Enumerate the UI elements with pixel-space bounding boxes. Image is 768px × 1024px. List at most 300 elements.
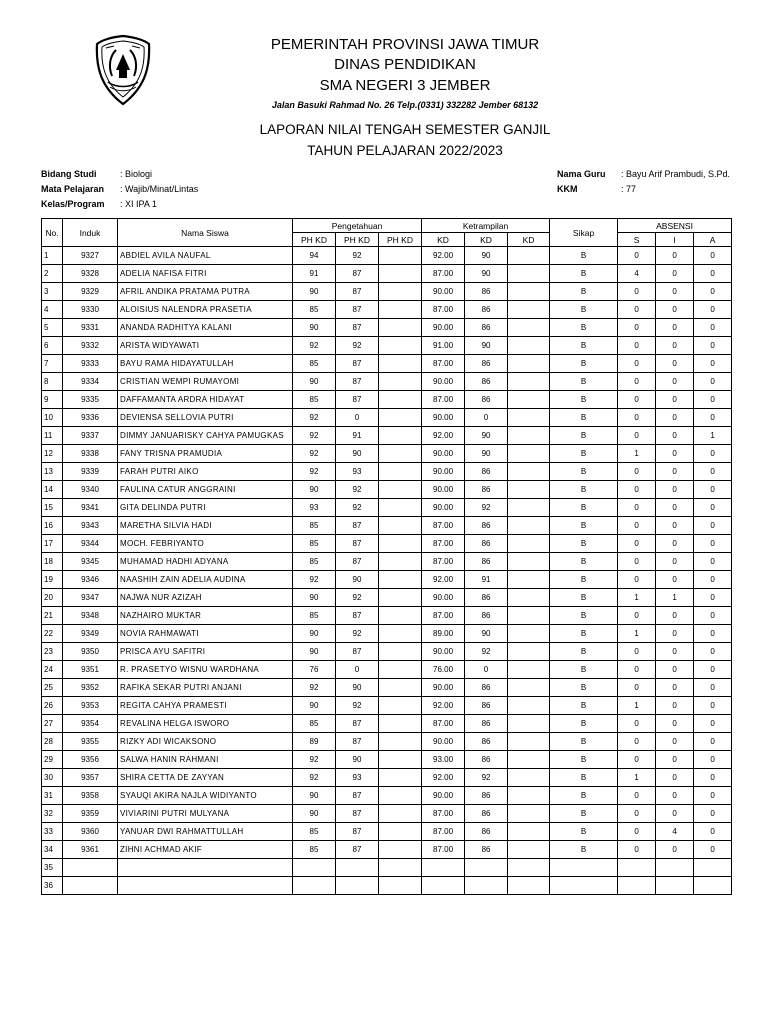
- cell-kd-1: 92.00: [422, 769, 465, 787]
- cell-phkd-1: 92: [293, 571, 336, 589]
- cell-phkd-3: [379, 823, 422, 841]
- cell-phkd-3: [379, 355, 422, 373]
- cell-sikap: B: [550, 841, 618, 859]
- col-header-izin: I: [656, 233, 694, 247]
- cell-phkd-1: 85: [293, 715, 336, 733]
- cell-phkd-1: 85: [293, 355, 336, 373]
- cell-alpa: 0: [694, 445, 732, 463]
- cell-alpa: 0: [694, 571, 732, 589]
- cell-sakit: 0: [618, 661, 656, 679]
- cell-no: 23: [42, 643, 63, 661]
- cell-nama: MUHAMAD HADHI ADYANA: [118, 553, 293, 571]
- cell-sikap: B: [550, 715, 618, 733]
- cell-phkd-1: 93: [293, 499, 336, 517]
- cell-kd-3: [508, 481, 550, 499]
- cell-sakit: 0: [618, 463, 656, 481]
- cell-phkd-2: 92: [336, 337, 379, 355]
- cell-phkd-3: [379, 841, 422, 859]
- cell-nama: FARAH PUTRI AIKO: [118, 463, 293, 481]
- table-row: [42, 427, 732, 445]
- table-row: [42, 373, 732, 391]
- col-header-sikap: Sikap: [550, 219, 618, 247]
- cell-izin: 4: [656, 823, 694, 841]
- cell-phkd-2: 87: [336, 265, 379, 283]
- cell-no: 20: [42, 589, 63, 607]
- cell-phkd-2: 93: [336, 463, 379, 481]
- cell-kd-3: [508, 373, 550, 391]
- cell-sakit: 0: [618, 283, 656, 301]
- cell-sikap: B: [550, 607, 618, 625]
- meta-kkm-value: : 77: [621, 184, 637, 194]
- cell-nama: CRISTIAN WEMPI RUMAYOMI: [118, 373, 293, 391]
- cell-izin: 0: [656, 337, 694, 355]
- meta-mapel-label: Mata Pelajaran: [41, 184, 105, 194]
- table-row: [42, 409, 732, 427]
- table-row: [42, 805, 732, 823]
- cell-kd-1: 92.00: [422, 427, 465, 445]
- cell-phkd-3: [379, 283, 422, 301]
- cell-induk: 9330: [63, 301, 118, 319]
- header-school: SMA NEGERI 3 JEMBER: [319, 77, 491, 94]
- cell-nama: NOVIA RAHMAWATI: [118, 625, 293, 643]
- cell-sikap: B: [550, 391, 618, 409]
- cell-phkd-2: 87: [336, 391, 379, 409]
- table-row: [42, 301, 732, 319]
- cell-izin: 0: [656, 571, 694, 589]
- cell-phkd-1: 92: [293, 751, 336, 769]
- cell-phkd-1: 90: [293, 643, 336, 661]
- cell-phkd-3: [379, 391, 422, 409]
- cell-induk: 9355: [63, 733, 118, 751]
- cell-phkd-3: [379, 247, 422, 265]
- col-header-kd-3: KD: [508, 233, 550, 247]
- cell-kd-1: 90.00: [422, 373, 465, 391]
- report-year: TAHUN PELAJARAN 2022/2023: [307, 143, 503, 158]
- cell-kd-1: 87.00: [422, 391, 465, 409]
- cell-phkd-2: 87: [336, 301, 379, 319]
- table-row: [42, 481, 732, 499]
- cell-kd-2: 90: [465, 625, 508, 643]
- cell-nama: DAFFAMANTA ARDRA HIDAYAT: [118, 391, 293, 409]
- cell-izin: 0: [656, 661, 694, 679]
- cell-alpa: 0: [694, 301, 732, 319]
- cell-kd-2: 86: [465, 391, 508, 409]
- cell-sikap: B: [550, 733, 618, 751]
- cell-izin: 0: [656, 499, 694, 517]
- cell-phkd-3: [379, 481, 422, 499]
- cell-izin: 0: [656, 805, 694, 823]
- meta-guru-value: : Bayu Arif Prambudi, S.Pd.: [621, 169, 731, 179]
- cell-phkd-3: [379, 787, 422, 805]
- cell-alpa: 0: [694, 337, 732, 355]
- cell-induk: 9340: [63, 481, 118, 499]
- cell-sikap: B: [550, 463, 618, 481]
- cell-izin: 0: [656, 607, 694, 625]
- col-header-kd-1: KD: [422, 233, 465, 247]
- cell-induk: [63, 859, 118, 877]
- cell-sikap: B: [550, 679, 618, 697]
- cell-sikap: B: [550, 301, 618, 319]
- cell-kd-2: 86: [465, 733, 508, 751]
- cell-alpa: 0: [694, 481, 732, 499]
- table-row: [42, 265, 732, 283]
- cell-nama: NAJWA NUR AZIZAH: [118, 589, 293, 607]
- cell-no: 18: [42, 553, 63, 571]
- header-government: PEMERINTAH PROVINSI JAWA TIMUR: [270, 36, 540, 53]
- cell-kd-2: 86: [465, 805, 508, 823]
- cell-izin: 0: [656, 535, 694, 553]
- cell-phkd-2: 87: [336, 823, 379, 841]
- cell-kd-3: [508, 589, 550, 607]
- cell-kd-1: 90.00: [422, 733, 465, 751]
- cell-phkd-2: 90: [336, 679, 379, 697]
- cell-phkd-3: [379, 625, 422, 643]
- cell-kd-1: [422, 859, 465, 877]
- cell-kd-3: [508, 625, 550, 643]
- cell-induk: 9341: [63, 499, 118, 517]
- cell-sakit: 0: [618, 499, 656, 517]
- cell-phkd-3: [379, 679, 422, 697]
- cell-kd-3: [508, 679, 550, 697]
- cell-kd-3: [508, 355, 550, 373]
- cell-izin: 0: [656, 445, 694, 463]
- cell-sikap: B: [550, 571, 618, 589]
- cell-phkd-3: [379, 877, 422, 895]
- cell-sakit: 1: [618, 589, 656, 607]
- cell-sikap: B: [550, 625, 618, 643]
- cell-alpa: 0: [694, 355, 732, 373]
- cell-phkd-3: [379, 373, 422, 391]
- cell-kd-1: 87.00: [422, 607, 465, 625]
- cell-no: 35: [42, 859, 63, 877]
- cell-phkd-1: 90: [293, 697, 336, 715]
- cell-kd-2: 90: [465, 247, 508, 265]
- cell-phkd-3: [379, 571, 422, 589]
- cell-no: 33: [42, 823, 63, 841]
- cell-phkd-1: 92: [293, 463, 336, 481]
- cell-kd-2: 90: [465, 337, 508, 355]
- cell-alpa: 0: [694, 769, 732, 787]
- cell-izin: 0: [656, 733, 694, 751]
- cell-phkd-2: 87: [336, 805, 379, 823]
- cell-phkd-3: [379, 445, 422, 463]
- cell-kd-3: [508, 427, 550, 445]
- cell-phkd-2: 87: [336, 841, 379, 859]
- cell-phkd-3: [379, 859, 422, 877]
- cell-phkd-3: [379, 733, 422, 751]
- table-row: [42, 877, 732, 895]
- cell-induk: 9337: [63, 427, 118, 445]
- cell-phkd-3: [379, 337, 422, 355]
- col-header-phkd-1: PH KD: [293, 233, 336, 247]
- cell-nama: [118, 859, 293, 877]
- cell-sakit: 0: [618, 409, 656, 427]
- cell-alpa: 0: [694, 661, 732, 679]
- cell-kd-2: 86: [465, 301, 508, 319]
- cell-alpa: 0: [694, 607, 732, 625]
- cell-kd-3: [508, 607, 550, 625]
- cell-kd-2: 86: [465, 589, 508, 607]
- report-title: LAPORAN NILAI TENGAH SEMESTER GANJIL: [259, 122, 551, 137]
- cell-kd-2: 91: [465, 571, 508, 589]
- cell-sikap: B: [550, 769, 618, 787]
- cell-nama: YANUAR DWI RAHMATTULLAH: [118, 823, 293, 841]
- col-header-kd-2: KD: [465, 233, 508, 247]
- cell-kd-3: [508, 643, 550, 661]
- cell-sakit: 1: [618, 625, 656, 643]
- cell-no: 5: [42, 319, 63, 337]
- table-row: [42, 535, 732, 553]
- cell-kd-2: 90: [465, 427, 508, 445]
- cell-izin: 0: [656, 643, 694, 661]
- cell-phkd-3: [379, 319, 422, 337]
- cell-phkd-2: 87: [336, 643, 379, 661]
- cell-kd-1: 93.00: [422, 751, 465, 769]
- cell-sikap: B: [550, 643, 618, 661]
- cell-kd-2: 86: [465, 553, 508, 571]
- cell-induk: 9360: [63, 823, 118, 841]
- cell-kd-2: 0: [465, 409, 508, 427]
- cell-kd-3: [508, 283, 550, 301]
- cell-sakit: 1: [618, 697, 656, 715]
- cell-phkd-1: 85: [293, 391, 336, 409]
- cell-sakit: 0: [618, 337, 656, 355]
- cell-induk: 9335: [63, 391, 118, 409]
- table-row: [42, 517, 732, 535]
- cell-kd-3: [508, 409, 550, 427]
- cell-phkd-2: 87: [336, 733, 379, 751]
- meta-kelas-value: : XI IPA 1: [120, 199, 157, 209]
- cell-phkd-1: 85: [293, 517, 336, 535]
- cell-sikap: B: [550, 373, 618, 391]
- header-department: DINAS PENDIDIKAN: [334, 56, 476, 73]
- table-row: [42, 787, 732, 805]
- cell-kd-2: 86: [465, 787, 508, 805]
- cell-kd-1: 87.00: [422, 841, 465, 859]
- cell-sikap: [550, 877, 618, 895]
- cell-phkd-3: [379, 589, 422, 607]
- table-row: [42, 823, 732, 841]
- cell-izin: 0: [656, 697, 694, 715]
- cell-phkd-1: 85: [293, 841, 336, 859]
- cell-no: 25: [42, 679, 63, 697]
- cell-sikap: B: [550, 661, 618, 679]
- cell-kd-1: 87.00: [422, 805, 465, 823]
- cell-izin: 0: [656, 769, 694, 787]
- cell-phkd-2: 0: [336, 661, 379, 679]
- cell-kd-1: 87.00: [422, 535, 465, 553]
- cell-alpa: 1: [694, 427, 732, 445]
- cell-no: 16: [42, 517, 63, 535]
- table-row: [42, 445, 732, 463]
- cell-phkd-1: 90: [293, 589, 336, 607]
- cell-kd-1: 90.00: [422, 283, 465, 301]
- cell-nama: FAULINA CATUR ANGGRAINI: [118, 481, 293, 499]
- cell-no: 11: [42, 427, 63, 445]
- cell-kd-1: 90.00: [422, 445, 465, 463]
- cell-phkd-1: 90: [293, 787, 336, 805]
- cell-kd-3: [508, 787, 550, 805]
- cell-no: 12: [42, 445, 63, 463]
- cell-sikap: B: [550, 409, 618, 427]
- cell-sakit: 0: [618, 571, 656, 589]
- cell-sakit: 0: [618, 517, 656, 535]
- cell-nama: ABDIEL AVILA NAUFAL: [118, 247, 293, 265]
- cell-kd-3: [508, 337, 550, 355]
- cell-kd-1: 90.00: [422, 463, 465, 481]
- cell-phkd-2: 90: [336, 751, 379, 769]
- cell-sikap: B: [550, 319, 618, 337]
- cell-kd-3: [508, 859, 550, 877]
- cell-kd-3: [508, 463, 550, 481]
- cell-induk: 9338: [63, 445, 118, 463]
- cell-phkd-1: 76: [293, 661, 336, 679]
- cell-induk: 9328: [63, 265, 118, 283]
- cell-izin: 0: [656, 373, 694, 391]
- cell-alpa: 0: [694, 265, 732, 283]
- cell-sikap: B: [550, 553, 618, 571]
- cell-induk: 9327: [63, 247, 118, 265]
- cell-phkd-2: 92: [336, 499, 379, 517]
- cell-kd-3: [508, 319, 550, 337]
- cell-sakit: 0: [618, 301, 656, 319]
- cell-kd-1: 92.00: [422, 571, 465, 589]
- table-row: [42, 751, 732, 769]
- cell-phkd-3: [379, 643, 422, 661]
- cell-induk: 9343: [63, 517, 118, 535]
- cell-izin: 1: [656, 589, 694, 607]
- cell-kd-2: 86: [465, 373, 508, 391]
- cell-izin: [656, 859, 694, 877]
- cell-nama: SHIRA CETTA DE ZAYYAN: [118, 769, 293, 787]
- cell-sakit: 0: [618, 679, 656, 697]
- table-row: [42, 571, 732, 589]
- table-row: [42, 553, 732, 571]
- cell-kd-1: 90.00: [422, 679, 465, 697]
- cell-kd-2: 86: [465, 751, 508, 769]
- cell-induk: 9361: [63, 841, 118, 859]
- cell-no: 30: [42, 769, 63, 787]
- cell-alpa: 0: [694, 823, 732, 841]
- cell-alpa: 0: [694, 553, 732, 571]
- cell-alpa: 0: [694, 319, 732, 337]
- cell-sakit: 0: [618, 319, 656, 337]
- cell-kd-1: 87.00: [422, 355, 465, 373]
- cell-no: 29: [42, 751, 63, 769]
- cell-izin: 0: [656, 355, 694, 373]
- cell-izin: 0: [656, 463, 694, 481]
- cell-no: 6: [42, 337, 63, 355]
- cell-kd-2: 0: [465, 661, 508, 679]
- cell-phkd-2: [336, 859, 379, 877]
- cell-kd-3: [508, 751, 550, 769]
- col-header-induk: Induk: [63, 219, 118, 247]
- cell-alpa: 0: [694, 499, 732, 517]
- table-row: [42, 319, 732, 337]
- cell-phkd-1: 92: [293, 409, 336, 427]
- cell-kd-1: 91.00: [422, 337, 465, 355]
- cell-no: 14: [42, 481, 63, 499]
- cell-kd-2: [465, 877, 508, 895]
- cell-kd-1: 87.00: [422, 517, 465, 535]
- cell-alpa: 0: [694, 625, 732, 643]
- cell-sakit: 0: [618, 733, 656, 751]
- cell-induk: 9351: [63, 661, 118, 679]
- cell-kd-1: 87.00: [422, 715, 465, 733]
- cell-nama: BAYU RAMA HIDAYATULLAH: [118, 355, 293, 373]
- cell-kd-2: 86: [465, 679, 508, 697]
- cell-phkd-1: [293, 877, 336, 895]
- cell-phkd-1: 90: [293, 373, 336, 391]
- cell-phkd-2: 87: [336, 373, 379, 391]
- cell-nama: ANANDA RADHITYA KALANI: [118, 319, 293, 337]
- cell-alpa: 0: [694, 589, 732, 607]
- cell-kd-1: [422, 877, 465, 895]
- cell-no: 1: [42, 247, 63, 265]
- cell-kd-2: 90: [465, 265, 508, 283]
- cell-phkd-2: 93: [336, 769, 379, 787]
- cell-sakit: 0: [618, 805, 656, 823]
- cell-phkd-2: 87: [336, 607, 379, 625]
- cell-sikap: B: [550, 499, 618, 517]
- cell-izin: [656, 877, 694, 895]
- cell-nama: ZIHNI ACHMAD AKIF: [118, 841, 293, 859]
- cell-sikap: B: [550, 697, 618, 715]
- cell-kd-3: [508, 553, 550, 571]
- cell-phkd-1: 92: [293, 679, 336, 697]
- cell-kd-2: 86: [465, 517, 508, 535]
- cell-kd-2: 92: [465, 769, 508, 787]
- cell-alpa: 0: [694, 679, 732, 697]
- cell-nama: ALOISIUS NALENDRA PRASETIA: [118, 301, 293, 319]
- cell-phkd-2: 92: [336, 625, 379, 643]
- table-row: [42, 859, 732, 877]
- meta-bidang-value: : Biologi: [120, 169, 153, 179]
- table-row: [42, 715, 732, 733]
- col-header-phkd-2: PH KD: [336, 233, 379, 247]
- cell-phkd-2: 91: [336, 427, 379, 445]
- cell-alpa: 0: [694, 787, 732, 805]
- cell-kd-3: [508, 265, 550, 283]
- cell-phkd-1: 90: [293, 283, 336, 301]
- cell-phkd-3: [379, 427, 422, 445]
- cell-sakit: 0: [618, 427, 656, 445]
- cell-no: 28: [42, 733, 63, 751]
- cell-phkd-1: 92: [293, 427, 336, 445]
- cell-kd-3: [508, 445, 550, 463]
- cell-kd-1: 90.00: [422, 319, 465, 337]
- cell-sakit: 0: [618, 643, 656, 661]
- cell-phkd-2: 87: [336, 517, 379, 535]
- cell-sikap: B: [550, 787, 618, 805]
- cell-kd-3: [508, 877, 550, 895]
- cell-nama: GITA DELINDA PUTRI: [118, 499, 293, 517]
- cell-no: 26: [42, 697, 63, 715]
- cell-induk: 9344: [63, 535, 118, 553]
- cell-alpa: 0: [694, 697, 732, 715]
- cell-phkd-2: 87: [336, 319, 379, 337]
- cell-kd-3: [508, 769, 550, 787]
- cell-phkd-1: 85: [293, 553, 336, 571]
- cell-no: 36: [42, 877, 63, 895]
- cell-alpa: 0: [694, 517, 732, 535]
- table-row: [42, 607, 732, 625]
- cell-kd-2: [465, 859, 508, 877]
- cell-phkd-1: 90: [293, 805, 336, 823]
- cell-izin: 0: [656, 427, 694, 445]
- cell-kd-1: 92.00: [422, 697, 465, 715]
- cell-nama: ADELIA NAFISA FITRI: [118, 265, 293, 283]
